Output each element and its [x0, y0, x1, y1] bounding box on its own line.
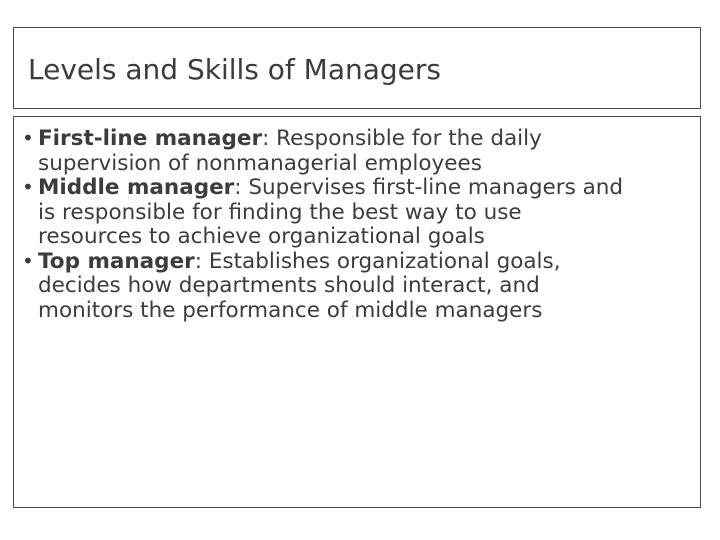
bullet-middle-manager	[22, 176, 697, 250]
bullet-text: decides how departments should interact, and	[38, 273, 540, 298]
bullet-list	[22, 127, 697, 323]
term-separator: :	[262, 126, 277, 151]
bullet-text: Supervises first-line managers and	[248, 175, 624, 200]
bullet-icon: •	[22, 248, 34, 273]
bullet-term: Top manager	[38, 248, 195, 274]
bullet-text: Responsible for the daily	[276, 126, 542, 151]
title-placeholder	[13, 27, 701, 109]
bullet-text: Establishes organizational goals,	[208, 248, 561, 274]
term-separator: :	[194, 248, 209, 274]
bullet-top-manager	[22, 250, 697, 324]
content-placeholder	[13, 116, 701, 508]
bullet-text: resources to achieve organizational goals	[38, 224, 485, 249]
bullet-icon: •	[22, 175, 34, 199]
bullet-icon: •	[22, 126, 34, 150]
bullet-first-line	[38, 127, 697, 152]
term-separator: :	[234, 175, 249, 200]
bullet-term: Middle manager	[38, 175, 235, 200]
bullet-first-line-manager	[22, 127, 697, 176]
bullet-first-line	[38, 176, 697, 201]
bullet-text: is responsible for finding the best way to use	[38, 199, 522, 225]
slide-title: Levels and Skills of Managers	[28, 53, 441, 86]
bullet-first-line	[38, 250, 697, 275]
bullet-text: monitors the performance of middle managers	[38, 297, 543, 323]
bullet-text: supervision of nonmanagerial employees	[38, 150, 482, 176]
bullet-term: First-line manager	[38, 126, 263, 151]
